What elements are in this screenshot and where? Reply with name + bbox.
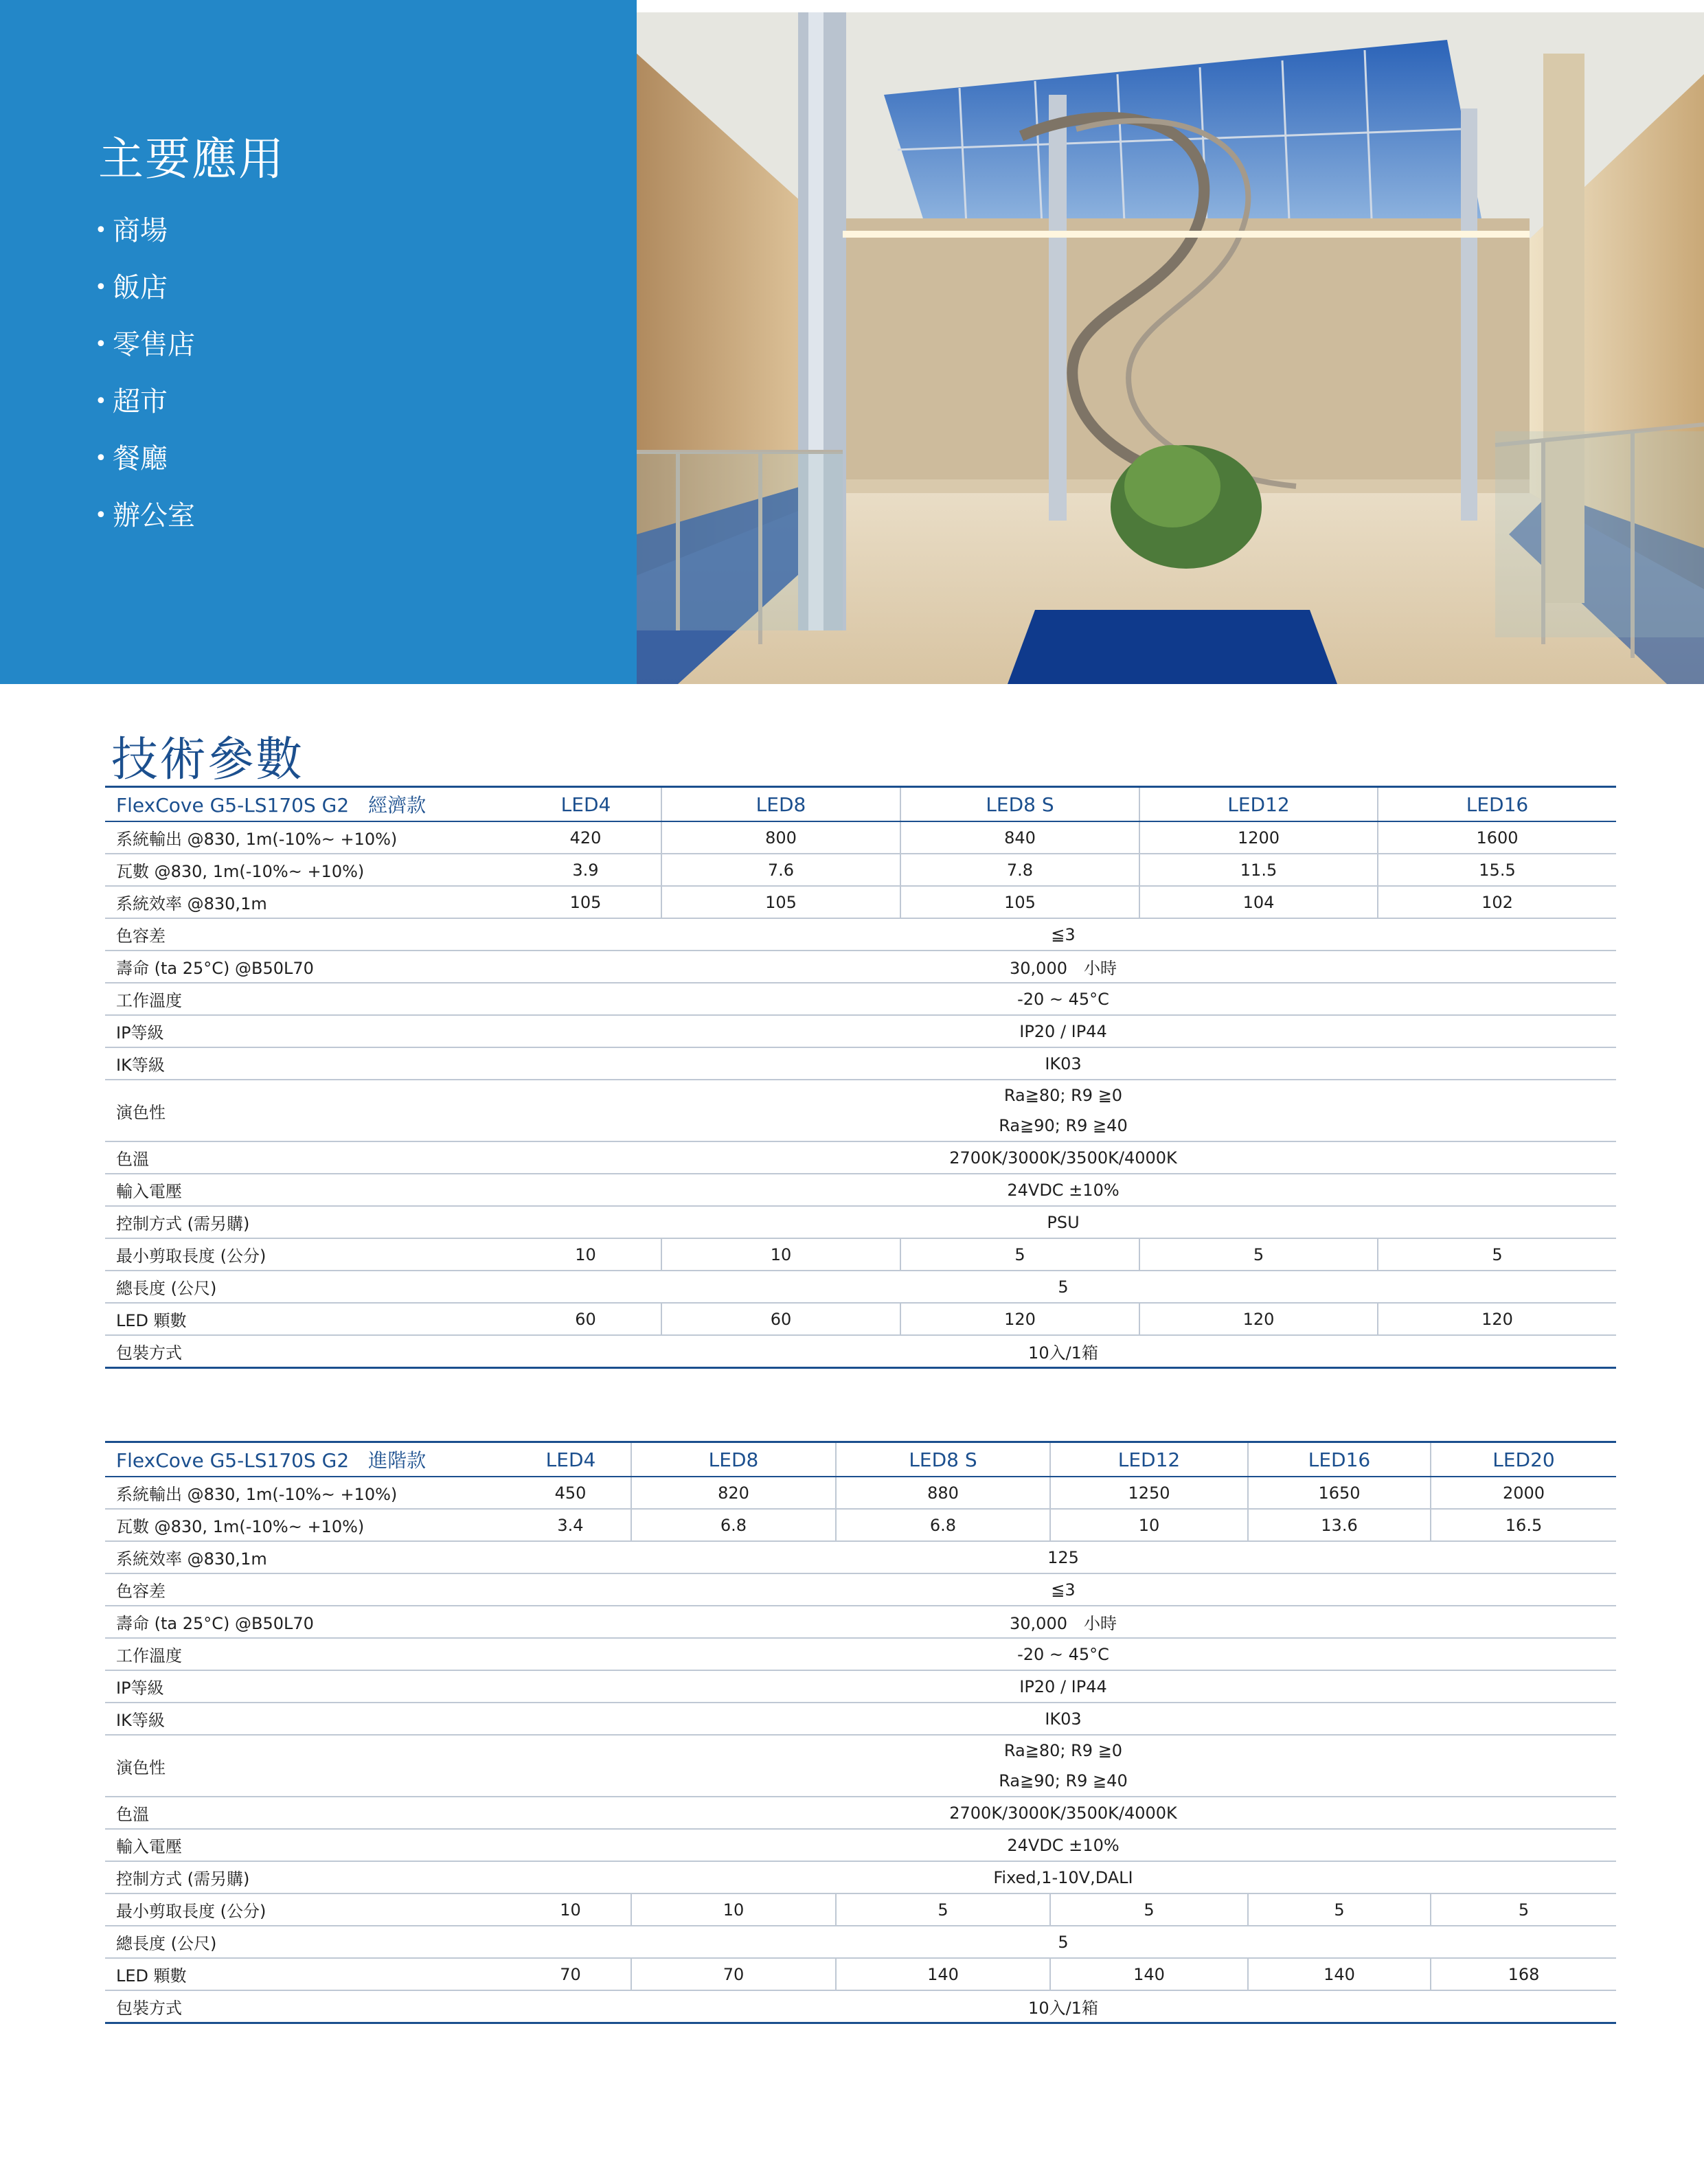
table-cell: IP20 / IP44 (510, 1015, 1616, 1047)
table-cell: 140 (836, 1958, 1050, 1990)
list-item (95, 437, 195, 494)
table-row (105, 1670, 1616, 1703)
table-cell: 2700K/3000K/3500K/4000K (510, 1141, 1616, 1174)
table-cell: 6.8 (836, 1509, 1050, 1541)
row-label: 輸入電壓 (105, 1829, 510, 1861)
column-header: LED16 (1248, 1442, 1431, 1477)
table-cell: 10 (661, 1238, 900, 1271)
table-cell: 6.8 (631, 1509, 836, 1541)
table-cell: 5 (1378, 1238, 1616, 1271)
cri-value-1: Ra≧80; R9 ≧0 (1003, 1086, 1123, 1105)
table-cell: IK03 (510, 1703, 1616, 1735)
table-cell: 15.5 (1378, 854, 1616, 886)
table-title: FlexCove G5-LS170S G2 進階款 (105, 1442, 631, 1477)
row-label: 最小剪取長度 (公分) (105, 1238, 510, 1271)
table-cell: 800 (661, 821, 900, 854)
row-label: 總長度 (公尺) (105, 1271, 510, 1303)
table-cell: 2000 (1431, 1477, 1616, 1509)
row-label: 控制方式 (需另購) (105, 1861, 510, 1893)
column-header-led4-advanced: LED4 (545, 1448, 596, 1471)
table-cell: 70 (631, 1958, 836, 1990)
table-cell: 13.6 (1248, 1509, 1431, 1541)
table-cell: 24VDC ±10% (510, 1829, 1616, 1861)
row-label: 色容差 (105, 1573, 510, 1606)
table-cell: 880 (836, 1477, 1050, 1509)
column-header: LED12 (1139, 787, 1378, 822)
application-label: 零售店 (113, 329, 195, 361)
table-cell: 3.4 (510, 1509, 631, 1541)
table-row (105, 1606, 1616, 1638)
column-header: LED16 (1378, 787, 1616, 822)
table-cell: IK03 (510, 1047, 1616, 1080)
applications-title: 主要應用 (98, 133, 285, 185)
table-cell: 102 (1378, 886, 1616, 918)
table-row (105, 1271, 1616, 1303)
spec-table-economy (105, 786, 1616, 1369)
table-row (105, 983, 1616, 1015)
column-header: LED12 (1050, 1442, 1248, 1477)
table-row (105, 1541, 1616, 1573)
table-cell: 10入/1箱 (510, 1990, 1616, 2023)
table-row (105, 1797, 1616, 1829)
table-cell (510, 1735, 1616, 1797)
table-row (105, 1958, 1616, 1990)
table-header-row (105, 787, 1616, 822)
table-cell: 1200 (1139, 821, 1378, 854)
applications-list (95, 209, 195, 551)
table-cell: 1250 (1050, 1477, 1248, 1509)
row-label: 工作溫度 (105, 983, 510, 1015)
table-cell: 10 (510, 1238, 661, 1271)
table-cell: 120 (1378, 1303, 1616, 1335)
table-cell: 420 (510, 821, 661, 854)
table-cell: 5 (510, 1926, 1616, 1958)
table-cell: 5 (1050, 1893, 1248, 1926)
table-cell: 10 (1050, 1509, 1248, 1541)
bullet-icon: • (95, 218, 107, 242)
table-cell: 450 (510, 1477, 631, 1509)
list-item (95, 380, 195, 437)
table-cell: 5 (1431, 1893, 1616, 1926)
table-row (105, 821, 1616, 854)
table-cell: 60 (510, 1303, 661, 1335)
table-cell: 3.9 (510, 854, 661, 886)
table-row (105, 918, 1616, 951)
table-cell: 140 (1248, 1958, 1431, 1990)
table-cell: 120 (900, 1303, 1139, 1335)
application-label: 餐廳 (113, 443, 168, 475)
row-label: 壽命 (ta 25°C) @B50L70 (105, 1606, 510, 1638)
table-row (105, 1015, 1616, 1047)
table-cell: 5 (510, 1271, 1616, 1303)
table-row (105, 1335, 1616, 1367)
table-row (105, 1861, 1616, 1893)
table-row (105, 1238, 1616, 1271)
section-title: 技術參數 (111, 733, 304, 787)
table-cell: 1600 (1378, 821, 1616, 854)
table-cell: 7.6 (661, 854, 900, 886)
column-header: LED20 (1431, 1442, 1616, 1477)
table-cell: 70 (510, 1958, 631, 1990)
table-row (105, 886, 1616, 918)
table-cell: 2700K/3000K/3500K/4000K (510, 1797, 1616, 1829)
table-cell: 30,000 小時 (510, 1606, 1616, 1638)
table-cell: IP20 / IP44 (510, 1670, 1616, 1703)
table-cell: 24VDC ±10% (510, 1174, 1616, 1206)
table-row (105, 1080, 1616, 1141)
list-item (95, 209, 195, 266)
bullet-icon: • (95, 332, 107, 356)
row-label: 系統效率 @830,1m (105, 886, 510, 918)
table-cell: 840 (900, 821, 1139, 854)
table-cell: 140 (1050, 1958, 1248, 1990)
cri-value-1: Ra≧80; R9 ≧0 (1003, 1741, 1123, 1760)
bullet-icon: • (95, 389, 107, 413)
row-label: 瓦數 @830, 1m(-10%~ +10%) (105, 1509, 510, 1541)
applications-panel (0, 0, 637, 684)
spec-table-advanced (105, 1441, 1616, 2024)
table-cell: 60 (661, 1303, 900, 1335)
row-label: 瓦數 @830, 1m(-10%~ +10%) (105, 854, 510, 886)
table-row (105, 1703, 1616, 1735)
table-cell: 7.8 (900, 854, 1139, 886)
bullet-icon: • (95, 275, 107, 299)
row-label: 演色性 (105, 1735, 510, 1797)
table-cell: 5 (1248, 1893, 1431, 1926)
column-header-led4-economy: LED4 (560, 793, 611, 816)
row-label: 輸入電壓 (105, 1174, 510, 1206)
row-label: 色容差 (105, 918, 510, 951)
table-header-row (105, 1442, 1616, 1477)
atrium-staircase-illustration (637, 12, 1704, 684)
table-cell: -20 ~ 45°C (510, 983, 1616, 1015)
application-label: 超市 (113, 386, 168, 418)
table-cell: Fixed,1-10V,DALI (510, 1861, 1616, 1893)
row-label: 壽命 (ta 25°C) @B50L70 (105, 951, 510, 983)
row-label: 包裝方式 (105, 1990, 510, 2023)
table-row (105, 1926, 1616, 1958)
column-header: LED8 S (900, 787, 1139, 822)
row-label: 系統輸出 @830, 1m(-10%~ +10%) (105, 1477, 510, 1509)
cri-value-2: Ra≧90; R9 ≧40 (999, 1771, 1128, 1790)
table-cell: 16.5 (1431, 1509, 1616, 1541)
list-item (95, 323, 195, 380)
interior-photo (637, 12, 1704, 684)
table-row (105, 1829, 1616, 1861)
application-label: 商場 (113, 215, 168, 247)
row-label: 色溫 (105, 1141, 510, 1174)
row-label: 系統效率 @830,1m (105, 1541, 510, 1573)
table-cell: 105 (900, 886, 1139, 918)
cri-value-2: Ra≧90; R9 ≧40 (999, 1116, 1128, 1135)
table-cell: 10入/1箱 (510, 1335, 1616, 1367)
row-label: 演色性 (105, 1080, 510, 1141)
row-label: IP等級 (105, 1670, 510, 1703)
table-row (105, 1303, 1616, 1335)
table-cell: 1650 (1248, 1477, 1431, 1509)
table-row (105, 1735, 1616, 1797)
bullet-icon: • (95, 503, 107, 527)
table-row (105, 1206, 1616, 1238)
list-item (95, 494, 195, 551)
table-row (105, 854, 1616, 886)
row-label: IK等級 (105, 1047, 510, 1080)
row-label: IP等級 (105, 1015, 510, 1047)
table-row (105, 951, 1616, 983)
row-label: 包裝方式 (105, 1335, 510, 1367)
table-row (105, 1141, 1616, 1174)
table-row (105, 1990, 1616, 2023)
table-cell (510, 1080, 1616, 1141)
table-cell: 125 (510, 1541, 1616, 1573)
table-cell: 10 (510, 1893, 631, 1926)
table-cell: 10 (631, 1893, 836, 1926)
table-cell: 168 (1431, 1958, 1616, 1990)
column-header: LED8 (631, 1442, 836, 1477)
row-label: 總長度 (公尺) (105, 1926, 510, 1958)
table-cell: ≦3 (510, 918, 1616, 951)
table-title: FlexCove G5-LS170S G2 經濟款 (105, 787, 661, 822)
row-label: 工作溫度 (105, 1638, 510, 1670)
table-cell: PSU (510, 1206, 1616, 1238)
application-label: 辦公室 (113, 500, 195, 532)
table-cell: 5 (1139, 1238, 1378, 1271)
table-cell: 105 (661, 886, 900, 918)
column-header: LED8 S (836, 1442, 1050, 1477)
table-cell: 30,000 小時 (510, 951, 1616, 983)
table-cell: 820 (631, 1477, 836, 1509)
table-cell: ≦3 (510, 1573, 1616, 1606)
table-cell: 104 (1139, 886, 1378, 918)
row-label: LED 顆數 (105, 1958, 510, 1990)
table-row (105, 1509, 1616, 1541)
table-cell: 5 (836, 1893, 1050, 1926)
application-label: 飯店 (113, 272, 168, 304)
table-cell: -20 ~ 45°C (510, 1638, 1616, 1670)
table-cell: 11.5 (1139, 854, 1378, 886)
row-label: IK等級 (105, 1703, 510, 1735)
table-cell: 120 (1139, 1303, 1378, 1335)
row-label: LED 顆數 (105, 1303, 510, 1335)
table-row (105, 1047, 1616, 1080)
row-label: 控制方式 (需另購) (105, 1206, 510, 1238)
table-row (105, 1477, 1616, 1509)
row-label: 系統輸出 @830, 1m(-10%~ +10%) (105, 821, 510, 854)
table-row (105, 1893, 1616, 1926)
table-row (105, 1573, 1616, 1606)
table-cell: 105 (510, 886, 661, 918)
list-item (95, 266, 195, 323)
table-row (105, 1174, 1616, 1206)
row-label: 色溫 (105, 1797, 510, 1829)
table-row (105, 1638, 1616, 1670)
column-header: LED8 (661, 787, 900, 822)
table-cell: 5 (900, 1238, 1139, 1271)
bullet-icon: • (95, 446, 107, 470)
row-label: 最小剪取長度 (公分) (105, 1893, 510, 1926)
